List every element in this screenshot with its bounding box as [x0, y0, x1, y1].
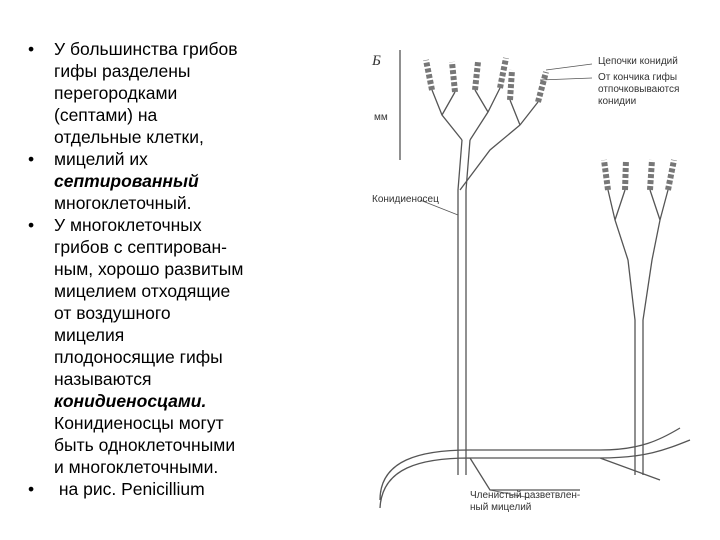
bullet-dot: •: [28, 39, 35, 59]
scale-unit-label: мм: [374, 112, 388, 123]
label-conidiophore: Конидиеносец: [372, 194, 439, 205]
label-mycelium-line2: ный мицелий: [470, 502, 532, 513]
bullet-line: (септами) на: [54, 105, 158, 125]
bullet-line: У многоклеточных: [54, 215, 202, 235]
bullet-line: перегородками: [54, 83, 178, 103]
conidiophore-left: [458, 140, 470, 475]
bullet-dot: •: [28, 479, 35, 499]
emphasis-term: септированный: [54, 171, 199, 191]
bullet-line: ным, хорошо развитым: [54, 259, 244, 279]
bullet-line: называются: [54, 369, 152, 389]
penicillium-figure: [360, 20, 712, 525]
label-tip-line2: отпочковываются: [598, 84, 680, 95]
bullet-dot: •: [28, 215, 35, 235]
label-mycelium-line1: Членистый разветвлен-: [470, 490, 581, 501]
conidiophore-branches-left: [432, 88, 538, 190]
bullet-line: гифы разделены: [54, 61, 191, 81]
bullet-dot: •: [28, 149, 35, 169]
label-conidia-chains: Цепочки конидий: [598, 56, 678, 67]
label-tip-line3: конидии: [598, 96, 637, 107]
bullet-line: Конидиеносцы могут: [54, 413, 224, 433]
conidia-chains-right: [604, 160, 674, 190]
label-tip-line1: От кончика гифы: [598, 72, 678, 83]
bullet-line: и многоклеточными.: [54, 457, 219, 477]
bullet-line: быть одноклеточными: [54, 435, 236, 455]
bullet-line: на рис. Penicillium: [54, 479, 205, 499]
figure-letter: Б: [372, 53, 381, 69]
bullet-line: от воздушного: [54, 303, 171, 323]
bullet-line: отдельные клетки,: [54, 127, 204, 147]
bullet-item: [22, 148, 357, 214]
bullet-line: плодоносящие гифы: [54, 347, 223, 367]
bullet-line: мицелий их: [54, 149, 148, 169]
bullet-line: мицелия: [54, 325, 125, 345]
bullet-list: [22, 38, 357, 500]
bullet-line: У большинства грибов: [54, 39, 238, 59]
label-leaders: [420, 64, 592, 498]
penicillium-drawing: [360, 20, 712, 525]
bullet-item: [22, 478, 357, 500]
bullet-line: грибов с септирован-: [54, 237, 227, 257]
emphasis-term: конидиеносцами.: [54, 391, 207, 411]
bullet-item: [22, 214, 357, 478]
bullet-line: мицелием отходящие: [54, 281, 231, 301]
bullet-item: [22, 38, 357, 148]
conidiophore-right: [608, 190, 668, 475]
conidia-chains-left: [426, 58, 546, 102]
bullet-line: многоклеточный.: [54, 193, 192, 213]
